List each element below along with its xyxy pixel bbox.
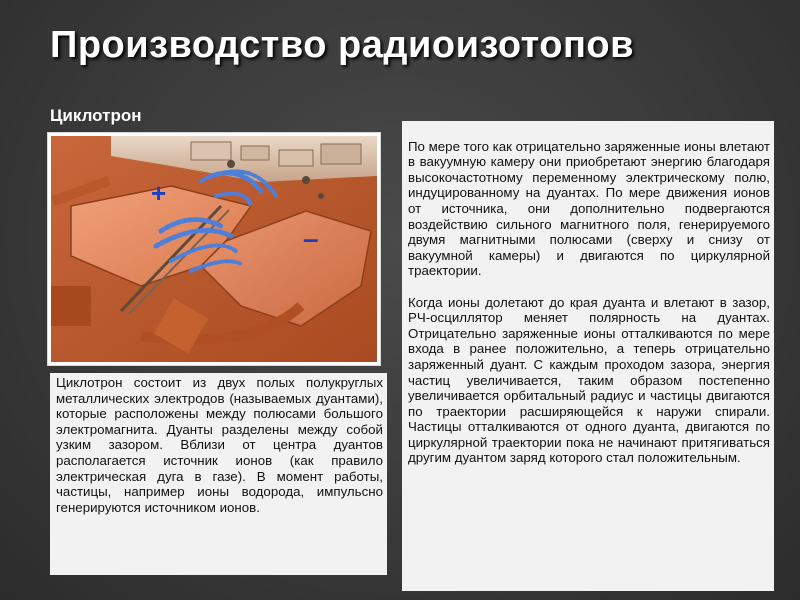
cyclotron-illustration	[51, 136, 377, 362]
cyclotron-description: Циклотрон состоит из двух полых полукруглых металлических электродов (называемых дуантами), которые расположены между полюсами большого электромагнита. Дуанты разделены между собой узким зазором. Вблизи от центра дуантов располагается источник ионов (как правило электрическая дуга в газе). В момент работы, частицы, например ионы водорода, импульсно генерируются источником ионов.	[50, 373, 387, 575]
slide-title: Производство радиоизотопов	[50, 24, 635, 66]
cyclotron-image	[47, 132, 381, 366]
minus-label: –	[303, 223, 319, 254]
ion-acceleration-paragraph-1: По мере того как отрицательно заряженные ионы влетают в вакуумную камеру они приобретают энергию благодаря высокочастотному переменному электрическому полю, индуцированному на дуантах. По мере движения ионов от источника, они дополнительно подвергаются воздействию сильного магнитного поля, генерируемого двумя магнитными полюсами (сверху и снизу от вакуумной камеры) и двигаются по циркулярной траектории.	[408, 138, 770, 279]
ion-acceleration-paragraph-2: Когда ионы долетают до края дуанта и влетают в зазор, РЧ-осциллятор меняет полярность на дуантах. Отрицательно заряженные ионы отталкиваются по мере входа в ранее положительно, а теперь отрицательно заряженный дуант. С каждым проходом зазора, энергия частиц увеличивается, таким образом постепенно увеличивается орбитальный радиус и частицы двигаются по траектории расширяющейся к наружи спирали. Частицы отталкиваются от одного дуанта, двигаются по циркулярной траектории пока не начинают притягиваться другим дуантом заряд которого стал положительным.	[408, 294, 770, 466]
section-subtitle: Циклотрон	[50, 106, 142, 125]
plus-label: +	[151, 178, 167, 208]
ion-acceleration-text	[402, 121, 774, 591]
